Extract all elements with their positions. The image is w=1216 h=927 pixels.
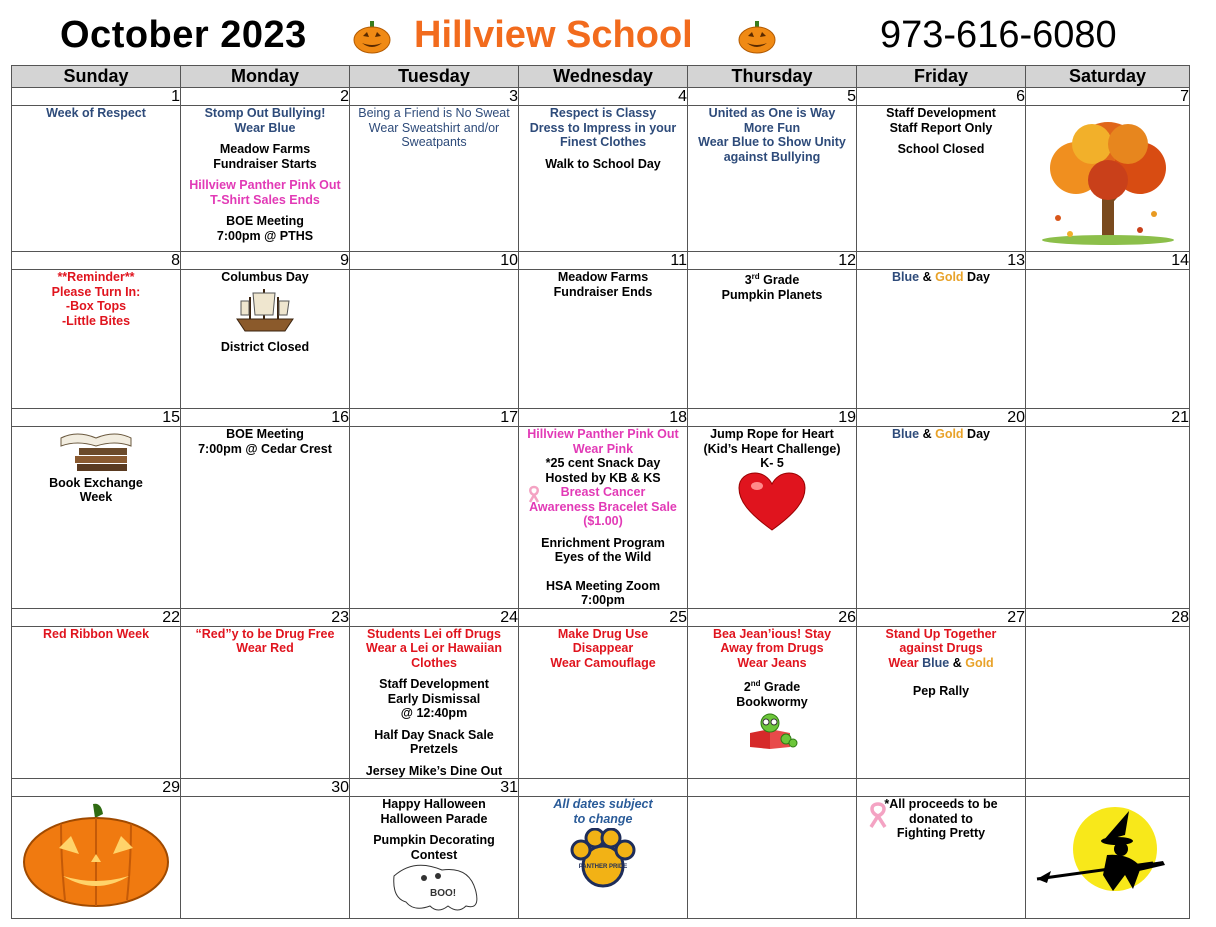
- event-line: [857, 270, 1025, 285]
- date-number: 24: [350, 608, 519, 626]
- event-line: Make Drug Use: [557, 626, 649, 641]
- date-number: 5: [688, 88, 857, 106]
- school-name: Hillview School: [414, 14, 693, 56]
- day-cell: [519, 427, 688, 609]
- day-cell: [519, 797, 688, 919]
- date-number: 28: [1026, 608, 1190, 626]
- ampersand: &: [919, 270, 936, 284]
- event-line: [857, 656, 1025, 671]
- event-line: Being a Friend is No Sweat: [358, 106, 510, 120]
- event-line: Walk to School Day: [545, 156, 661, 171]
- event-line: All dates subject: [553, 797, 653, 811]
- date-number: 25: [519, 608, 688, 626]
- event-line: *25 cent Snack Day: [545, 456, 661, 470]
- ghost-icon: [384, 862, 484, 914]
- event-line: Hosted by KB & KS: [545, 470, 661, 485]
- ghost-text: BOO!: [430, 888, 457, 899]
- phone-number: 973-616-6080: [880, 14, 1117, 56]
- wear-word: Wear: [888, 655, 923, 670]
- event-line: “Red”y to be Drug Free: [195, 626, 335, 641]
- date-number: 13: [857, 252, 1026, 270]
- date-number: 23: [181, 608, 350, 626]
- event-line: District Closed: [220, 340, 310, 354]
- event-line: Book Exchange: [49, 475, 143, 490]
- event-line: Fundraiser Ends: [553, 284, 653, 299]
- day-cell: [1026, 427, 1190, 609]
- gold-word: Gold: [935, 427, 964, 441]
- event-line: Sweatpants: [401, 135, 467, 149]
- day-cell: [1026, 106, 1190, 252]
- event-line: Wear Blue to Show Unity: [698, 135, 846, 149]
- witch-moon-image: [1033, 805, 1183, 905]
- date-row: [12, 252, 1190, 270]
- pumpkin-icon: [352, 20, 392, 54]
- event-line: Hillview Panther Pink Out: [527, 427, 679, 441]
- date-number: 7: [1026, 88, 1190, 106]
- event-line: Early Dismissal: [387, 691, 481, 706]
- day-cell: [857, 797, 1026, 919]
- weekday-friday: Friday: [857, 66, 1026, 88]
- event-line: [688, 677, 856, 695]
- date-number: [1026, 779, 1190, 797]
- date-number: 29: [12, 779, 181, 797]
- event-line: Disappear: [572, 641, 634, 655]
- paw-text: PANTHER PRIDE: [578, 864, 628, 870]
- event-line: Enrichment Program: [541, 535, 665, 550]
- weekday-sunday: Sunday: [12, 66, 181, 88]
- ampersand: &: [919, 427, 936, 441]
- date-number: 27: [857, 608, 1026, 626]
- day-cell: [688, 270, 857, 409]
- event-line: Columbus Day: [221, 270, 309, 284]
- grade-number: 3: [744, 273, 752, 288]
- event-line: Staff Development: [886, 106, 996, 120]
- date-number: 9: [181, 252, 350, 270]
- event-line: Meadow Farms: [219, 142, 311, 156]
- week-row: [12, 427, 1190, 609]
- event-line: Fighting Pretty: [896, 826, 986, 840]
- date-number: 2: [181, 88, 350, 106]
- date-number: 11: [519, 252, 688, 270]
- date-number: 30: [181, 779, 350, 797]
- date-number: 17: [350, 409, 519, 427]
- event-line: Bookwormy: [736, 694, 808, 709]
- weekday-wednesday: Wednesday: [519, 66, 688, 88]
- day-cell: [181, 270, 350, 409]
- ordinal-suffix: rd: [751, 272, 760, 281]
- ordinal-suffix: nd: [750, 679, 761, 688]
- calendar-header: [0, 0, 1216, 64]
- event-line: [688, 270, 856, 288]
- event-line: HSA Meeting Zoom: [545, 578, 661, 593]
- date-number: [857, 779, 1026, 797]
- day-cell: [688, 626, 857, 779]
- grade-number: 2: [743, 680, 751, 695]
- grade-word: Grade: [759, 273, 800, 288]
- event-line: Dress to Impress in your: [529, 120, 677, 135]
- event-line: Week: [79, 490, 113, 504]
- event-line: Respect is Classy: [549, 106, 657, 120]
- event-line: Halloween Parade: [380, 811, 488, 826]
- date-number: 26: [688, 608, 857, 626]
- event-line: Away from Drugs: [720, 641, 824, 655]
- date-number: 22: [12, 608, 181, 626]
- gold-word: Gold: [965, 655, 994, 670]
- event-line: United as One is Way: [708, 106, 836, 120]
- day-cell: [519, 626, 688, 779]
- day-cell: [350, 626, 519, 779]
- date-number: 15: [12, 409, 181, 427]
- event-line: Eyes of the Wild: [554, 550, 652, 564]
- day-cell: [12, 427, 181, 609]
- date-row: [12, 409, 1190, 427]
- event-line: Wear Red: [236, 641, 294, 655]
- day-cell: [857, 626, 1026, 779]
- day-word: Day: [963, 270, 990, 284]
- pink-ribbon-icon: [527, 485, 541, 503]
- weekday-header-row: [12, 66, 1190, 88]
- event-line: Wear a Lei or Hawaiian: [366, 641, 502, 655]
- date-number: 1: [12, 88, 181, 106]
- weekday-thursday: Thursday: [688, 66, 857, 88]
- event-line: Wear Blue: [234, 120, 296, 135]
- event-line: against Bullying: [723, 149, 821, 164]
- date-number: 3: [350, 88, 519, 106]
- event-line: Jump Rope for Heart: [710, 427, 834, 441]
- event-line: *All proceeds to be: [884, 797, 998, 811]
- event-line: K- 5: [760, 456, 784, 470]
- event-line: Students Lei off Drugs: [366, 626, 502, 641]
- day-cell: [12, 626, 181, 779]
- date-number: 6: [857, 88, 1026, 106]
- day-cell: [350, 270, 519, 409]
- day-cell: [181, 427, 350, 609]
- event-line: BOE Meeting: [226, 214, 304, 228]
- event-line: donated to: [909, 811, 973, 826]
- event-line: to change: [573, 811, 633, 826]
- event-line: Finest Clothes: [559, 135, 647, 149]
- date-number: [519, 779, 688, 797]
- event-line: Awareness Bracelet Sale: [529, 499, 677, 514]
- books-icon: [57, 428, 135, 472]
- panther-paw-icon: [567, 828, 639, 888]
- event-line: Jersey Mike’s Dine Out: [365, 763, 503, 778]
- pumpkin-icon: [737, 20, 777, 54]
- date-number: 16: [181, 409, 350, 427]
- day-cell: [857, 427, 1026, 609]
- day-cell: [12, 270, 181, 409]
- gold-word: Gold: [935, 270, 964, 284]
- day-cell: [181, 626, 350, 779]
- weekday-tuesday: Tuesday: [350, 66, 519, 88]
- day-cell: [1026, 270, 1190, 409]
- event-line: Wear Jeans: [737, 655, 807, 670]
- event-line: Week of Respect: [46, 106, 146, 120]
- event-line: Breast Cancer: [560, 485, 646, 499]
- event-line: Pretzels: [410, 742, 458, 756]
- heart-icon: [737, 472, 807, 532]
- event-line: Meadow Farms: [557, 270, 649, 284]
- grade-word: Grade: [760, 680, 801, 695]
- date-row: [12, 608, 1190, 626]
- event-line: Red Ribbon Week: [42, 626, 150, 641]
- day-cell: [1026, 626, 1190, 779]
- bookworm-icon: [746, 711, 798, 751]
- date-number: 19: [688, 409, 857, 427]
- date-number: 18: [519, 409, 688, 427]
- event-line: @ 12:40pm: [400, 706, 468, 720]
- day-cell: [688, 427, 857, 609]
- event-line: ($1.00): [583, 514, 623, 528]
- week-row: [12, 626, 1190, 779]
- event-line: Stand Up Together: [885, 626, 997, 641]
- event-line: Wear Pink: [572, 441, 634, 456]
- event-line: Hillview Panther Pink Out: [189, 178, 341, 192]
- autumn-tree-image: [1036, 118, 1180, 246]
- event-line: More Fun: [743, 120, 801, 135]
- blue-word: Blue: [922, 655, 950, 670]
- day-cell: [350, 106, 519, 252]
- event-line: Happy Halloween: [382, 797, 486, 811]
- event-line: Clothes: [411, 655, 457, 670]
- event-line: T-Shirt Sales Ends: [210, 192, 320, 207]
- event-line: Pumpkin Planets: [721, 287, 823, 302]
- week-row: [12, 797, 1190, 919]
- day-cell: [350, 427, 519, 609]
- event-line: 7:00pm: [581, 593, 625, 607]
- day-cell: [688, 106, 857, 252]
- date-number: [688, 779, 857, 797]
- event-line: -Little Bites: [61, 313, 131, 328]
- event-line: Pep Rally: [912, 684, 970, 698]
- event-line: Wear Sweatshirt and/or: [368, 120, 500, 135]
- jack-o-lantern-image: [21, 800, 171, 910]
- date-row: [12, 779, 1190, 797]
- blue-word: Blue: [892, 427, 920, 441]
- blue-word: Blue: [892, 270, 920, 284]
- event-line: Staff Report Only: [889, 120, 993, 135]
- date-number: 21: [1026, 409, 1190, 427]
- day-cell: [12, 797, 181, 919]
- day-cell: [181, 797, 350, 919]
- event-line: Stomp Out Bullying!: [204, 106, 326, 120]
- date-number: 12: [688, 252, 857, 270]
- day-cell: [1026, 797, 1190, 919]
- month-title: October 2023: [60, 14, 307, 56]
- event-line: **Reminder**: [57, 270, 135, 284]
- date-number: 4: [519, 88, 688, 106]
- weekday-saturday: Saturday: [1026, 66, 1190, 88]
- event-line: Wear Camouflage: [550, 655, 656, 670]
- day-cell: [519, 270, 688, 409]
- event-line: Contest: [410, 847, 458, 862]
- event-line: Half Day Snack Sale: [374, 727, 494, 742]
- event-line: Staff Development: [379, 677, 489, 691]
- event-line: against Drugs: [899, 641, 983, 655]
- event-line: 7:00pm @ PTHS: [216, 228, 314, 243]
- event-line: [857, 427, 1025, 442]
- day-cell: [181, 106, 350, 252]
- event-line: Fundraiser Starts: [213, 156, 317, 171]
- event-line: Pumpkin Decorating: [373, 833, 495, 847]
- date-number: 8: [12, 252, 181, 270]
- event-line: School Closed: [897, 142, 985, 156]
- weekday-monday: Monday: [181, 66, 350, 88]
- event-line: (Kid’s Heart Challenge): [703, 441, 841, 456]
- event-line: Bea Jean’ious! Stay: [712, 626, 832, 641]
- week-row: [12, 270, 1190, 409]
- event-line: -Box Tops: [65, 299, 127, 313]
- date-number: 14: [1026, 252, 1190, 270]
- day-word: Day: [963, 427, 990, 441]
- day-cell: [857, 270, 1026, 409]
- day-cell: [350, 797, 519, 919]
- event-line: 7:00pm @ Cedar Crest: [198, 441, 332, 456]
- ampersand: &: [949, 655, 966, 670]
- date-row: [12, 88, 1190, 106]
- date-number: 10: [350, 252, 519, 270]
- day-cell: [688, 797, 857, 919]
- date-number: 20: [857, 409, 1026, 427]
- event-line: BOE Meeting: [226, 427, 304, 441]
- week-row: [12, 106, 1190, 252]
- calendar-grid: [11, 65, 1190, 919]
- day-cell: [857, 106, 1026, 252]
- day-cell: [12, 106, 181, 252]
- pink-ribbon-icon: [867, 801, 889, 829]
- ship-icon: [229, 285, 301, 337]
- date-number: 31: [350, 779, 519, 797]
- event-line: Please Turn In:: [51, 284, 141, 299]
- day-cell: [519, 106, 688, 252]
